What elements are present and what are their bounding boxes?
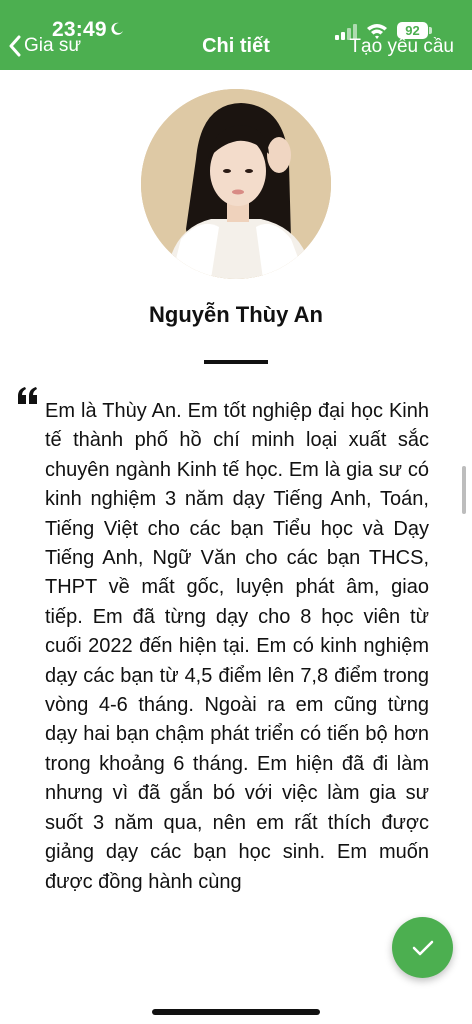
tutor-bio: Em là Thùy An. Em tốt nghiệp đại học Kinh tế thành phố hồ chí minh loại xuất sắc chuyên ngành Kinh tế học. Em là gia sư có kinh nghiệm 3 năm dạy Tiếng Anh, Toán, Tiếng Việt cho các bạn Tiểu học và Dạy Tiếng Anh, Ngữ Văn cho các bạn THCS, THPT về mất gốc, luyện phát âm, giao tiếp. Em đã từng dạy cho 8 học viên từ cuối 2022 đến hiện tại. Em có kinh nghiệm dạy các bạn từ 4,5 điểm lên 7,8 điểm trong vòng 4-6 tháng. Ngoài ra em cũng từng dạy hai bạn chậm phát triển có tiến bộ hơn trong khoảng 6 tháng. Em hiện đã đi làm nhưng vì đã gắn bó với việc làm gia sư suốt 3 năm qua, nên em rất thích được giảng dạy các bạn học sinh. Em muốn được đồng hành cùng bbox=[45, 400, 429, 893]
avatar bbox=[141, 89, 331, 279]
chevron-left-icon bbox=[8, 35, 22, 57]
profile-detail bbox=[0, 70, 472, 1024]
page-title: Chi tiết bbox=[202, 35, 270, 57]
back-button[interactable] bbox=[8, 34, 81, 58]
bottom-fade bbox=[0, 990, 472, 1024]
tutor-name: Nguyễn Thùy An bbox=[149, 302, 323, 327]
divider bbox=[204, 360, 268, 364]
avatar-photo bbox=[141, 89, 331, 279]
battery-icon: 92 bbox=[397, 22, 428, 39]
home-indicator[interactable] bbox=[152, 1009, 320, 1015]
confirm-fab-button[interactable] bbox=[392, 917, 453, 978]
status-time: 23:49 bbox=[52, 18, 107, 41]
check-icon bbox=[412, 939, 434, 957]
scrollbar[interactable] bbox=[462, 466, 466, 514]
back-label: Gia sư bbox=[24, 35, 82, 56]
create-request-button[interactable]: Tạo yêu cầu bbox=[349, 36, 454, 57]
moon-icon bbox=[110, 22, 124, 36]
battery-cap bbox=[429, 27, 432, 34]
nav-bar bbox=[0, 0, 472, 70]
quote-icon bbox=[16, 386, 40, 406]
